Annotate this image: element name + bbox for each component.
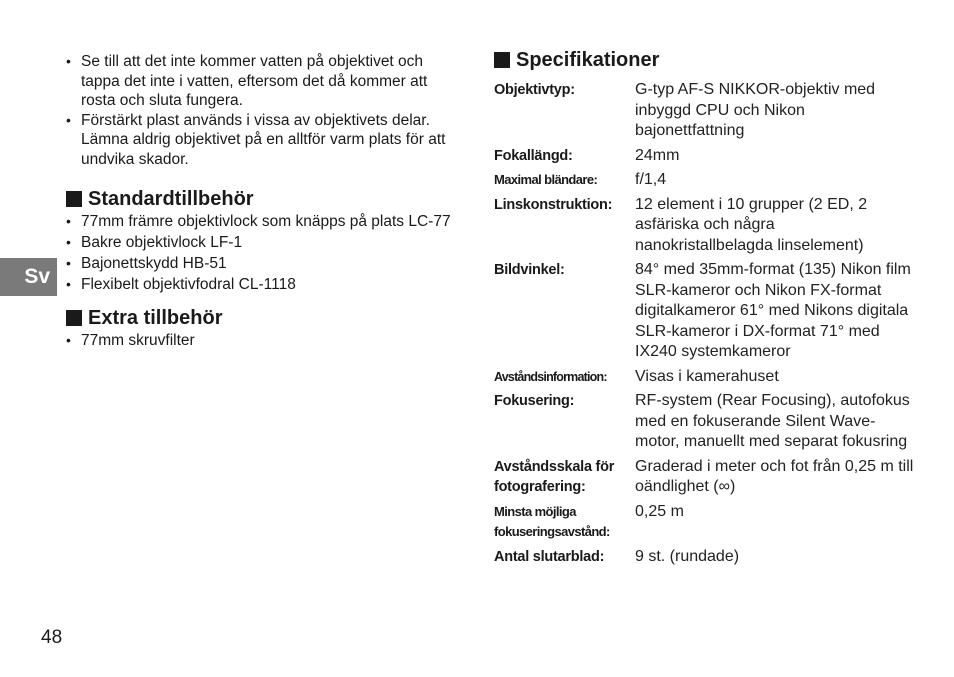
spec-label: Fokusering: — [494, 393, 575, 409]
specifications-heading — [494, 48, 914, 72]
page-number: 48 — [41, 627, 63, 648]
spec-value: Graderad i meter och fot från 0,25 m till oändlighet (∞) — [635, 457, 914, 495]
square-bullet-icon — [66, 310, 82, 326]
list-item: • Bakre objektivlock LF-1 — [66, 233, 466, 253]
list-item: • Förstärkt plast används i vissa av objektivets delar. Lämna aldrig objektivet på en alltför varm plats för att undvika skador. — [66, 111, 466, 170]
extra-accessories-list — [66, 331, 466, 351]
spec-label: Linskonstruktion: — [494, 196, 613, 213]
list-item: • Se till att det inte kommer vatten på objektivet och tappa det inte i vatten, eftersom det då kommer att rosta och sluta fungera. — [66, 52, 466, 111]
standard-accessories-list — [66, 212, 466, 295]
left-column — [66, 52, 466, 350]
square-bullet-icon — [494, 52, 510, 68]
spec-value: 12 element i 10 grupper (2 ED, 2 asfäriska och några nanokristallbelagda linselement) — [635, 195, 868, 254]
spec-row — [494, 170, 914, 191]
standard-accessories-heading — [66, 187, 466, 211]
spec-label: Antal slutarblad: — [494, 548, 605, 565]
spec-row — [494, 80, 914, 142]
spec-value: RF-system (Rear Focusing), autofokus med en fokuserande Silent Wave-motor, manuellt med separat fokusring — [635, 392, 910, 450]
spec-row — [494, 391, 914, 453]
standard-accessories-title: Standardtillbehör — [88, 188, 254, 210]
spec-value: 24mm — [635, 146, 680, 164]
spec-row — [494, 547, 914, 568]
spec-value: G-typ AF-S NIKKOR-objektiv med inbyggd CPU och Nikon bajonettfattning — [635, 81, 876, 139]
extra-accessories-heading — [66, 306, 466, 330]
list-item: • 77mm främre objektivlock som knäpps på plats LC-77 — [66, 212, 466, 232]
spec-row — [494, 502, 914, 543]
list-item: • Bajonettskydd HB-51 — [66, 254, 466, 274]
spec-value: 0,25 m — [635, 502, 684, 520]
spec-label: Maximal bländare: — [494, 172, 598, 187]
spec-row — [494, 367, 914, 388]
list-item: • Flexibelt objektivfodral CL-1118 — [66, 275, 466, 295]
extra-accessories-title: Extra tillbehör — [88, 306, 223, 329]
spec-value: 9 st. (rundade) — [635, 547, 740, 565]
spec-row — [494, 457, 914, 498]
spec-label: Minsta möjliga fokuseringsavstånd: — [494, 503, 610, 539]
spec-value: 84° med 35mm-format (135) Nikon film SLR-kameror och Nikon FX-format digitalkameror 61° med Nikons digitala SLR-kameror i DX-format 71° med IX240 systemkameror — [635, 261, 911, 360]
intro-bullet-list — [66, 52, 466, 169]
spec-row — [494, 195, 914, 257]
spec-label: Objektivtyp: — [494, 82, 575, 98]
spec-value: Visas i kamerahuset — [635, 367, 779, 385]
spec-label: Avståndsinformation: — [494, 369, 607, 384]
square-bullet-icon — [66, 191, 82, 207]
spec-value: f/1,4 — [635, 171, 667, 188]
language-tab: Sv — [0, 258, 57, 296]
spec-label: Bildvinkel: — [494, 262, 565, 278]
spec-label: Fokallängd: — [494, 147, 573, 164]
spec-row — [494, 146, 914, 167]
spec-label: Avståndsskala för fotografering: — [494, 458, 615, 495]
spec-row — [494, 260, 914, 363]
right-column — [494, 48, 914, 571]
list-item: • 77mm skruvfilter — [66, 331, 466, 351]
specifications-title: Specifikationer — [516, 49, 660, 71]
